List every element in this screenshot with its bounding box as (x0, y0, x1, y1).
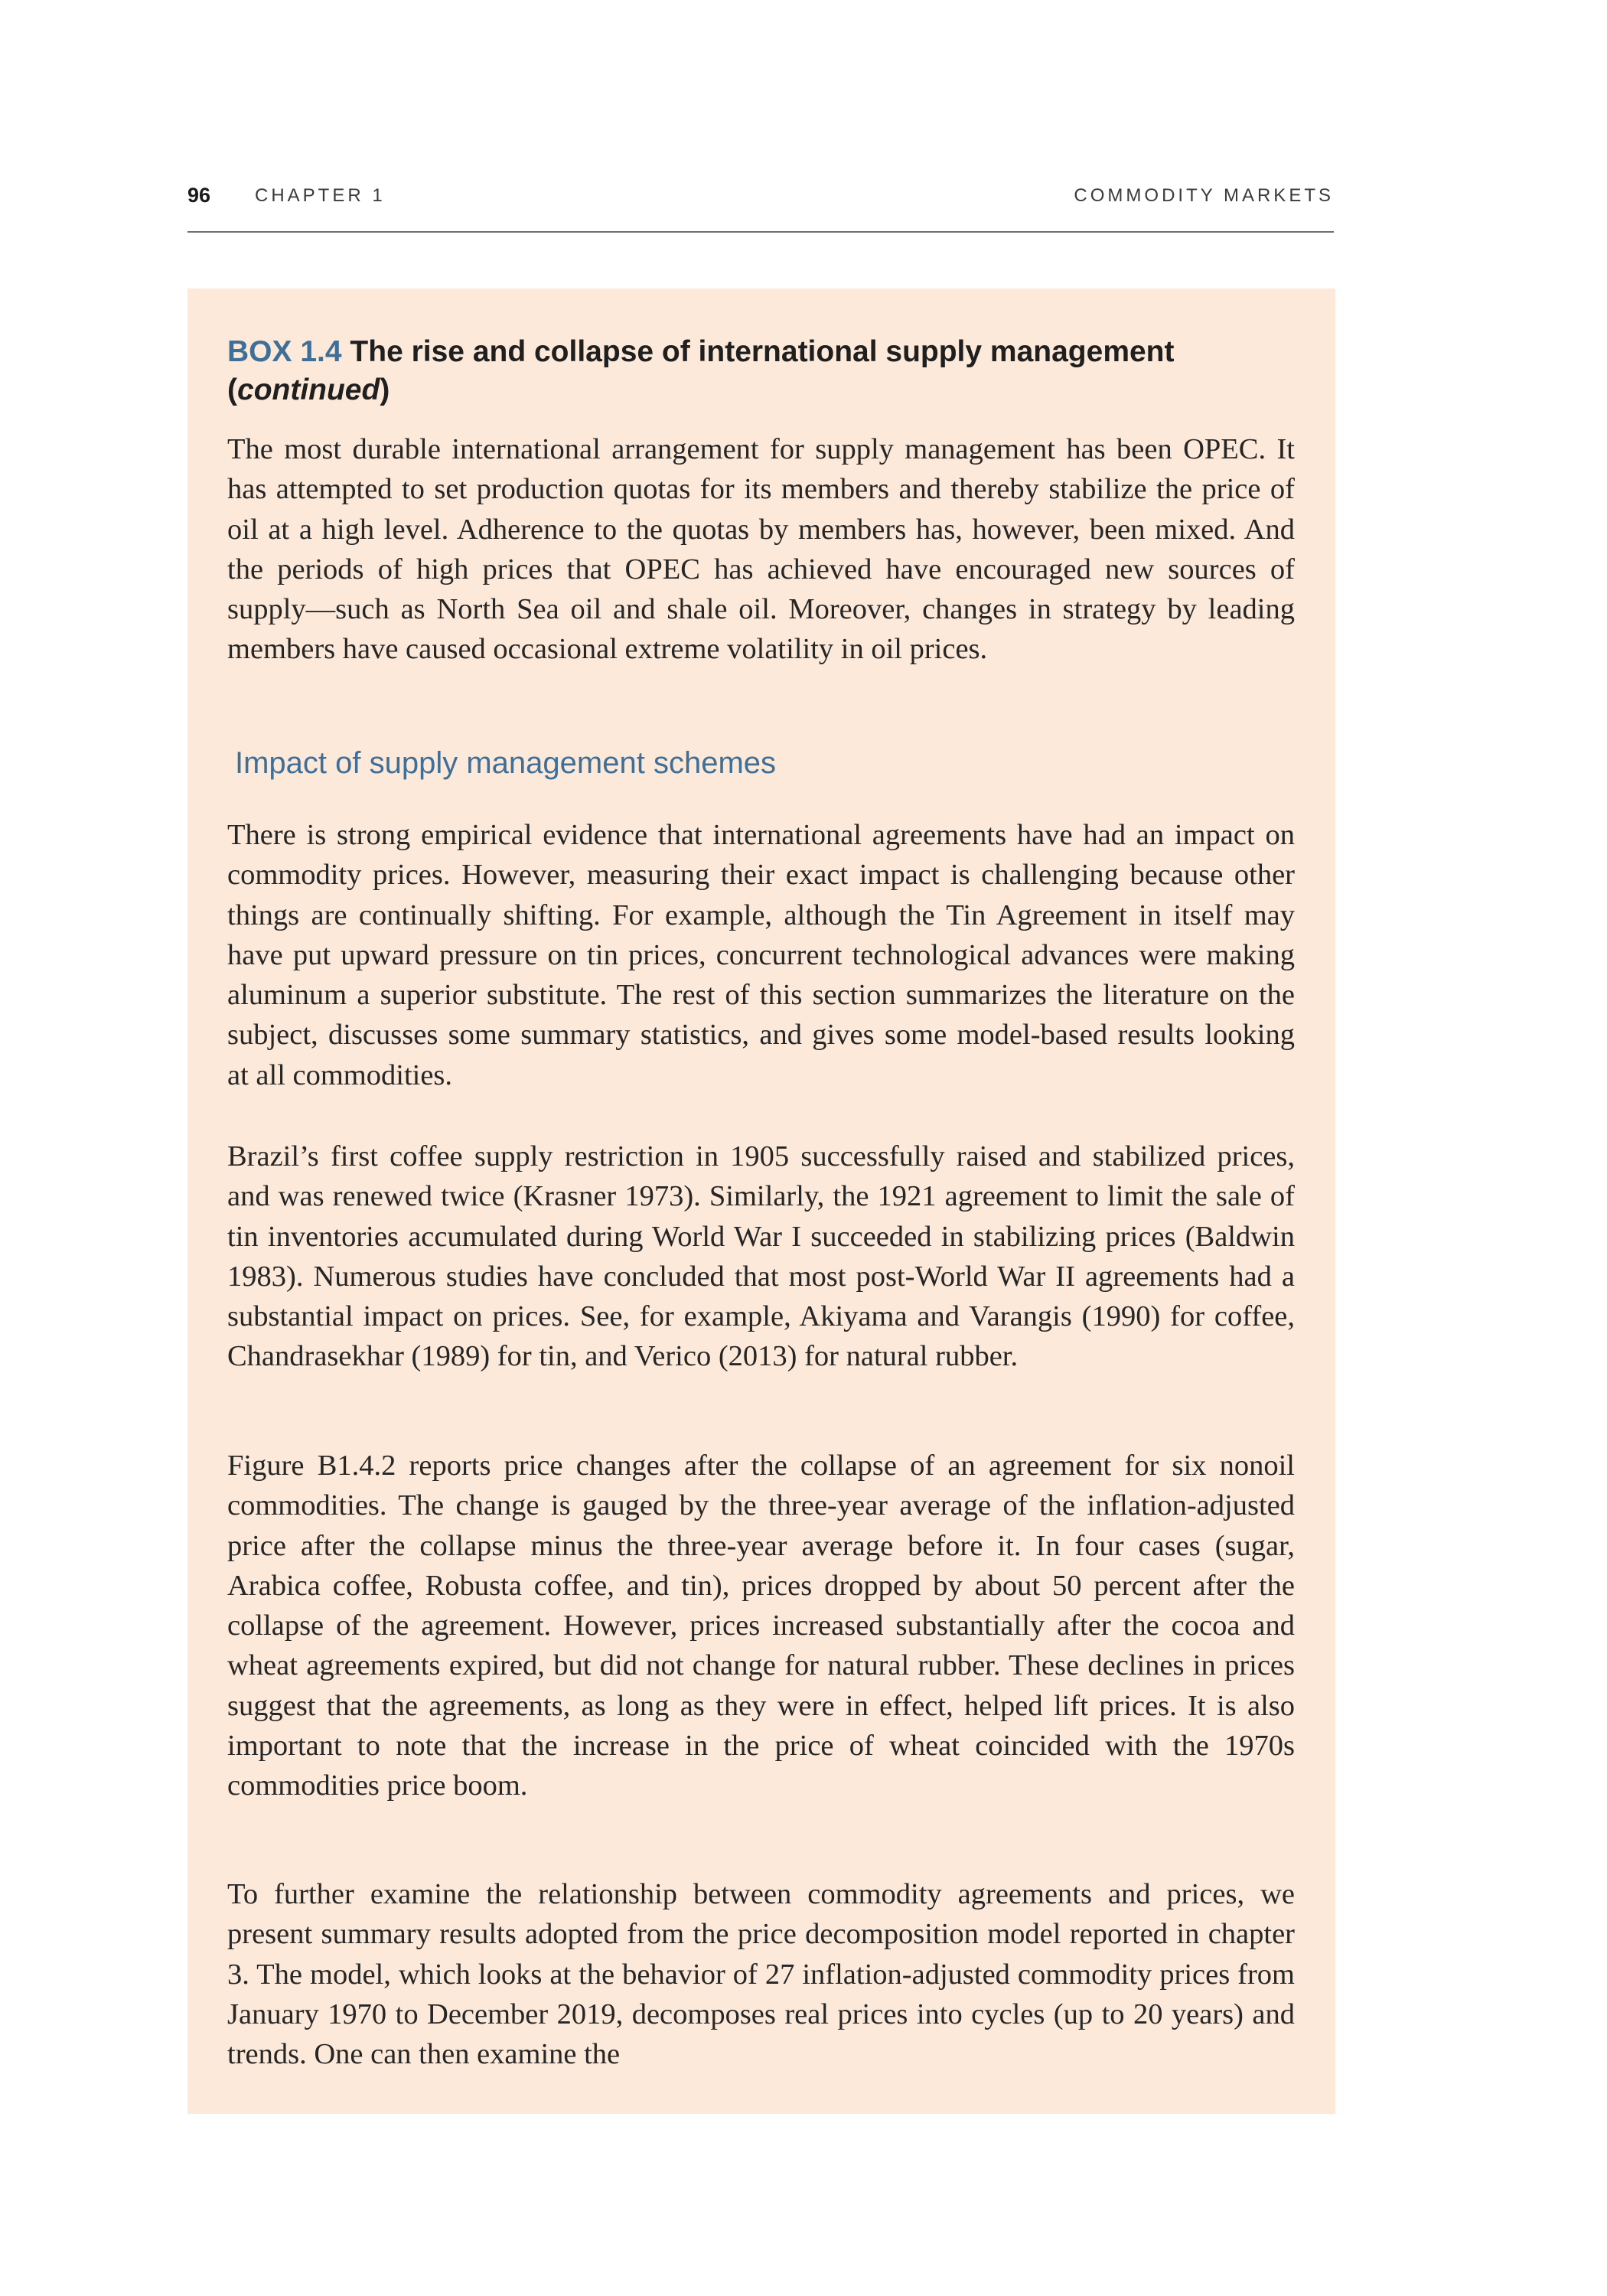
chapter-label: CHAPTER 1 (255, 185, 386, 206)
box-title-text: The rise and collapse of international supply management (350, 335, 1175, 368)
page-header (187, 181, 1334, 233)
continued-close: ) (380, 373, 390, 406)
paragraph-opec: The most durable international arrangement for supply management has been OPEC. It has attempted to set production quotas for its members and thereby stabilize the price of oil at a high level. Adherence to the quotas by members has, however, been mixed. And the periods of high prices that OPEC has achieved have encouraged new sources of supply—such as North Sea oil and shale oil. Moreover, changes in strategy by leading members have caused occasional extreme volatility in oil prices. (227, 433, 1295, 666)
paragraph-historical-agreements: Brazil’s first coffee supply restriction in 1905 successfully raised and stabilized prices, and was renewed twice (Krasner 1973). Similarly, the 1921 agreement to limit the sale of tin inventories accumulated during World War I succeeded in stabilizing prices (Baldwin 1983). Numerous studies have concluded that most post-World War II agreements had a substantial impact on prices. See, for example, Akiyama and Varangis (1990) for coffee, Chandrasekhar (1989) for tin, and Verico (2013) for natural rubber. (227, 1140, 1295, 1373)
section-subheading: Impact of supply management schemes (235, 746, 777, 780)
paragraph-empirical-evidence: There is strong empirical evidence that international agreements have had an impact on commodity prices. However, measuring their exact impact is challenging because other things are continually shifting. For example, although the Tin Agreement in itself may have put upward pressure on tin prices, concurrent technological advances were making aluminum a superior substitute. The rest of this section summarizes the literature on the subject, discusses some summary statistics, and gives some model-based results looking at all commodities. (227, 819, 1295, 1091)
paragraph-figure-discussion: Figure B1.4.2 reports price changes after the collapse of an agreement for six nonoil commodities. The change is gauged by the three-year average of the inflation-adjusted price after the collapse minus the three-year average before it. In four cases (sugar, Arabica coffee, Robusta coffee, and tin), prices dropped by about 50 percent after the collapse of the agreement. However, prices increased substantially after the cocoa and wheat agreements expired, but did not change for natural rubber. These declines in prices suggest that the agreements, as long as they were in effect, helped lift prices. It is also important to note that the increase in the price of wheat coincided with the 1970s commodities price boom. (227, 1450, 1295, 1802)
box-title (227, 333, 1283, 409)
continued-word: continued (237, 373, 380, 406)
paragraph-model-results: To further examine the relationship between commodity agreements and prices, we present summary results adopted from the price decomposition model reported in chapter 3. The model, which looks at the behavior of 27 inflation-adjusted commodity prices from January 1970 to December 2019, decomposes real prices into cycles (up to 20 years) and trends. One can then examine the (227, 1878, 1295, 2071)
box-label: BOX 1.4 (227, 335, 342, 368)
continued-open: ( (227, 373, 237, 406)
page-number: 96 (187, 184, 211, 207)
section-label: COMMODITY MARKETS (1074, 185, 1334, 206)
box-panel (187, 289, 1335, 2114)
